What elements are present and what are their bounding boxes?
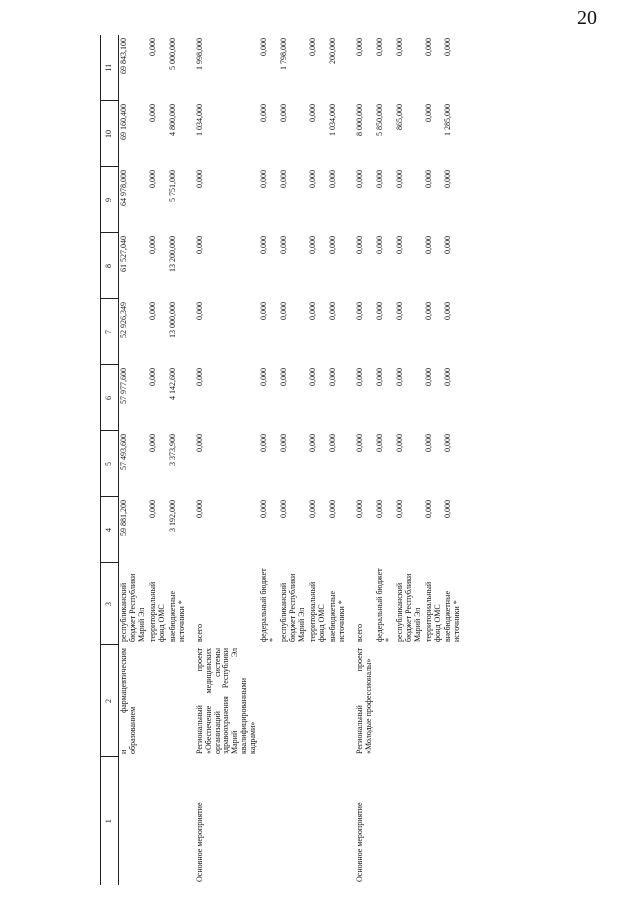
amount-cell: 0,000 — [279, 368, 289, 386]
amount-cell: 0,000 — [374, 236, 384, 254]
column-header: 10 — [101, 101, 119, 167]
amount-cell: 0,000 — [327, 170, 337, 188]
activity-name-cell: и фармацевтическим образованием — [118, 648, 137, 754]
amount-cell: 69 843,100 — [118, 38, 128, 74]
funding-source-cell: территориальный фонд ОМС — [147, 581, 166, 642]
amount-cell: 0,000 — [394, 236, 404, 254]
amount-cell: 0,000 — [259, 104, 269, 122]
column-header: 11 — [101, 35, 119, 101]
amount-cell: 1 798,000 — [279, 38, 289, 70]
funding-source-cell: республиканский бюджет Республики Марий Эл — [118, 573, 146, 642]
activity-name-cell — [308, 645, 328, 757]
amount-cell: 61 527,040 — [118, 236, 128, 272]
activity-type-cell — [168, 757, 188, 885]
amount-cell: 0,000 — [394, 434, 404, 452]
amount-cell: 0,000 — [374, 170, 384, 188]
amount-cell: 5 751,000 — [167, 170, 177, 202]
column-header: 9 — [101, 167, 119, 233]
column-header: 5 — [101, 431, 119, 497]
amount-cell: 1 034,000 — [194, 104, 204, 136]
amount-cell: 0,000 — [194, 368, 204, 386]
amount-cell: 0,000 — [259, 236, 269, 254]
amount-cell: 0,000 — [354, 170, 364, 188]
funding-source-cell: республиканский бюджет Республики Марий Эл — [279, 573, 307, 642]
amount-cell: 0,000 — [354, 434, 364, 452]
amount-cell: 0,000 — [147, 38, 157, 56]
amount-cell: 0,000 — [259, 368, 269, 386]
amount-cell: 0,000 — [374, 500, 384, 518]
activity-name-cell — [443, 645, 468, 757]
amount-cell: 0,000 — [394, 500, 404, 518]
amount-cell: 0,000 — [279, 500, 289, 518]
amount-cell: 0,000 — [194, 302, 204, 320]
activity-type-cell — [395, 757, 424, 885]
budget-table — [100, 35, 468, 885]
amount-cell: 0,000 — [354, 500, 364, 518]
amount-cell: 200,000 — [327, 38, 337, 64]
amount-cell: 69 160,400 — [118, 104, 128, 140]
table-row — [308, 35, 328, 885]
amount-cell: 0,000 — [308, 236, 318, 254]
amount-cell: 0,000 — [308, 302, 318, 320]
amount-cell: 0,000 — [443, 170, 453, 188]
amount-cell: 0,000 — [147, 236, 157, 254]
funding-source-cell: всего — [354, 623, 364, 642]
activity-type-cell — [148, 757, 168, 885]
activity-name-cell — [168, 645, 188, 757]
amount-cell: 0,000 — [354, 302, 364, 320]
activity-name-cell — [279, 645, 308, 757]
table-row — [188, 35, 260, 885]
amount-cell: 0,000 — [147, 368, 157, 386]
amount-cell: 57 493,600 — [118, 434, 128, 470]
amount-cell: 52 926,349 — [118, 302, 128, 338]
funding-source-cell: внебюджетные источники * — [167, 591, 186, 642]
table-row — [328, 35, 348, 885]
amount-cell: 0,000 — [327, 434, 337, 452]
amount-cell: 0,000 — [308, 170, 318, 188]
amount-cell: 0,000 — [443, 38, 453, 56]
table-row — [375, 35, 395, 885]
amount-cell: 0,000 — [259, 500, 269, 518]
amount-cell: 0,000 — [308, 434, 318, 452]
amount-cell: 1 998,000 — [194, 38, 204, 70]
amount-cell: 4 800,000 — [167, 104, 177, 136]
funding-source-cell: федеральный бюджет * — [259, 568, 278, 642]
column-header: 8 — [101, 233, 119, 299]
amount-cell: 0,000 — [147, 302, 157, 320]
activity-type-cell — [424, 757, 444, 885]
table-row — [395, 35, 424, 885]
funding-source-cell: территориальный фонд ОМС — [423, 581, 442, 642]
amount-cell: 865,000 — [394, 104, 404, 130]
amount-cell: 59 881,200 — [118, 500, 128, 536]
funding-source-cell: внебюджетные источники * — [443, 591, 462, 642]
activity-type-cell — [118, 757, 147, 885]
activity-type-cell — [375, 757, 395, 885]
amount-cell: 1 285,000 — [443, 104, 453, 136]
amount-cell: 0,000 — [259, 38, 269, 56]
amount-cell: 0,000 — [259, 434, 269, 452]
activity-name-cell: Региональный проект «Обеспечение медицинских организаций системы здравоохранения Республики Марий Эл квалифицированными кадрами» — [194, 648, 258, 754]
amount-cell: 0,000 — [443, 302, 453, 320]
table-row — [118, 35, 147, 885]
amount-cell: 5 000,000 — [167, 38, 177, 70]
amount-cell: 0,000 — [374, 38, 384, 56]
amount-cell: 0,000 — [443, 236, 453, 254]
amount-cell: 0,000 — [327, 500, 337, 518]
table-row — [148, 35, 168, 885]
activity-name-cell — [259, 645, 279, 757]
amount-cell: 0,000 — [423, 500, 433, 518]
funding-source-cell: федеральный бюджет * — [374, 568, 393, 642]
amount-cell: 13 200,000 — [167, 236, 177, 272]
amount-cell: 0,000 — [259, 170, 269, 188]
amount-cell: 0,000 — [394, 170, 404, 188]
amount-cell: 0,000 — [279, 170, 289, 188]
activity-name-cell — [148, 645, 168, 757]
amount-cell: 0,000 — [308, 38, 318, 56]
amount-cell: 64 978,000 — [118, 170, 128, 206]
amount-cell: 3 192,000 — [167, 500, 177, 532]
amount-cell: 0,000 — [354, 368, 364, 386]
amount-cell: 0,000 — [327, 368, 337, 386]
amount-cell: 0,000 — [259, 302, 269, 320]
amount-cell: 0,000 — [423, 434, 433, 452]
column-header: 6 — [101, 365, 119, 431]
amount-cell: 0,000 — [443, 434, 453, 452]
amount-cell: 0,000 — [423, 302, 433, 320]
table-row — [348, 35, 375, 885]
amount-cell: 8 000,000 — [354, 104, 364, 136]
amount-cell: 0,000 — [279, 434, 289, 452]
amount-cell: 57 977,600 — [118, 368, 128, 404]
amount-cell: 0,000 — [443, 368, 453, 386]
amount-cell: 0,000 — [354, 38, 364, 56]
amount-cell: 0,000 — [147, 104, 157, 122]
amount-cell: 0,000 — [147, 500, 157, 518]
amount-cell: 0,000 — [194, 434, 204, 452]
amount-cell: 0,000 — [308, 368, 318, 386]
activity-type-cell — [308, 757, 328, 885]
column-header: 7 — [101, 299, 119, 365]
column-header: 4 — [101, 497, 119, 563]
amount-cell: 3 373,900 — [167, 434, 177, 466]
funding-source-cell: внебюджетные источники * — [327, 591, 346, 642]
column-header: 1 — [101, 757, 119, 885]
amount-cell: 0,000 — [374, 368, 384, 386]
activity-name-cell — [328, 645, 348, 757]
amount-cell: 0,000 — [374, 302, 384, 320]
activity-type-cell — [328, 757, 348, 885]
funding-source-cell: всего — [194, 623, 204, 642]
amount-cell: 0,000 — [423, 170, 433, 188]
amount-cell: 0,000 — [394, 368, 404, 386]
activity-name-cell — [395, 645, 424, 757]
amount-cell: 0,000 — [354, 236, 364, 254]
column-header: 3 — [101, 563, 119, 645]
amount-cell: 0,000 — [147, 170, 157, 188]
amount-cell: 0,000 — [423, 38, 433, 56]
amount-cell: 0,000 — [279, 104, 289, 122]
amount-cell: 5 850,000 — [374, 104, 384, 136]
amount-cell: 0,000 — [327, 302, 337, 320]
amount-cell: 0,000 — [279, 236, 289, 254]
amount-cell: 0,000 — [443, 500, 453, 518]
activity-type-cell — [279, 757, 308, 885]
amount-cell: 0,000 — [194, 236, 204, 254]
amount-cell: 13 000,000 — [167, 302, 177, 338]
amount-cell: 0,000 — [394, 38, 404, 56]
amount-cell: 0,000 — [423, 368, 433, 386]
activity-type-cell: Основное мероприятие — [354, 802, 364, 882]
activity-type-cell — [443, 757, 468, 885]
header-row — [101, 35, 119, 885]
activity-type-cell: Основное мероприятие — [194, 802, 204, 882]
rotated-budget-table — [100, 35, 610, 885]
amount-cell: 0,000 — [308, 104, 318, 122]
funding-source-cell: территориальный фонд ОМС — [308, 581, 327, 642]
activity-name-cell: Региональный проект «Молодые профессионалы» — [354, 648, 373, 754]
activity-name-cell — [424, 645, 444, 757]
column-header: 2 — [101, 645, 119, 757]
activity-type-cell — [259, 757, 279, 885]
table-row — [168, 35, 188, 885]
amount-cell: 0,000 — [279, 302, 289, 320]
funding-source-cell: республиканский бюджет Республики Марий Эл — [394, 573, 422, 642]
amount-cell: 0,000 — [423, 104, 433, 122]
amount-cell: 4 142,600 — [167, 368, 177, 400]
table-row — [259, 35, 279, 885]
table-row — [443, 35, 468, 885]
amount-cell: 0,000 — [327, 236, 337, 254]
page-number: 20 — [577, 7, 597, 29]
amount-cell: 0,000 — [194, 500, 204, 518]
amount-cell: 0,000 — [394, 302, 404, 320]
amount-cell: 0,000 — [147, 434, 157, 452]
activity-name-cell — [375, 645, 395, 757]
amount-cell: 0,000 — [308, 500, 318, 518]
amount-cell: 0,000 — [374, 434, 384, 452]
amount-cell: 0,000 — [423, 236, 433, 254]
amount-cell: 1 034,000 — [327, 104, 337, 136]
table-row — [424, 35, 444, 885]
amount-cell: 0,000 — [194, 170, 204, 188]
table-row — [279, 35, 308, 885]
